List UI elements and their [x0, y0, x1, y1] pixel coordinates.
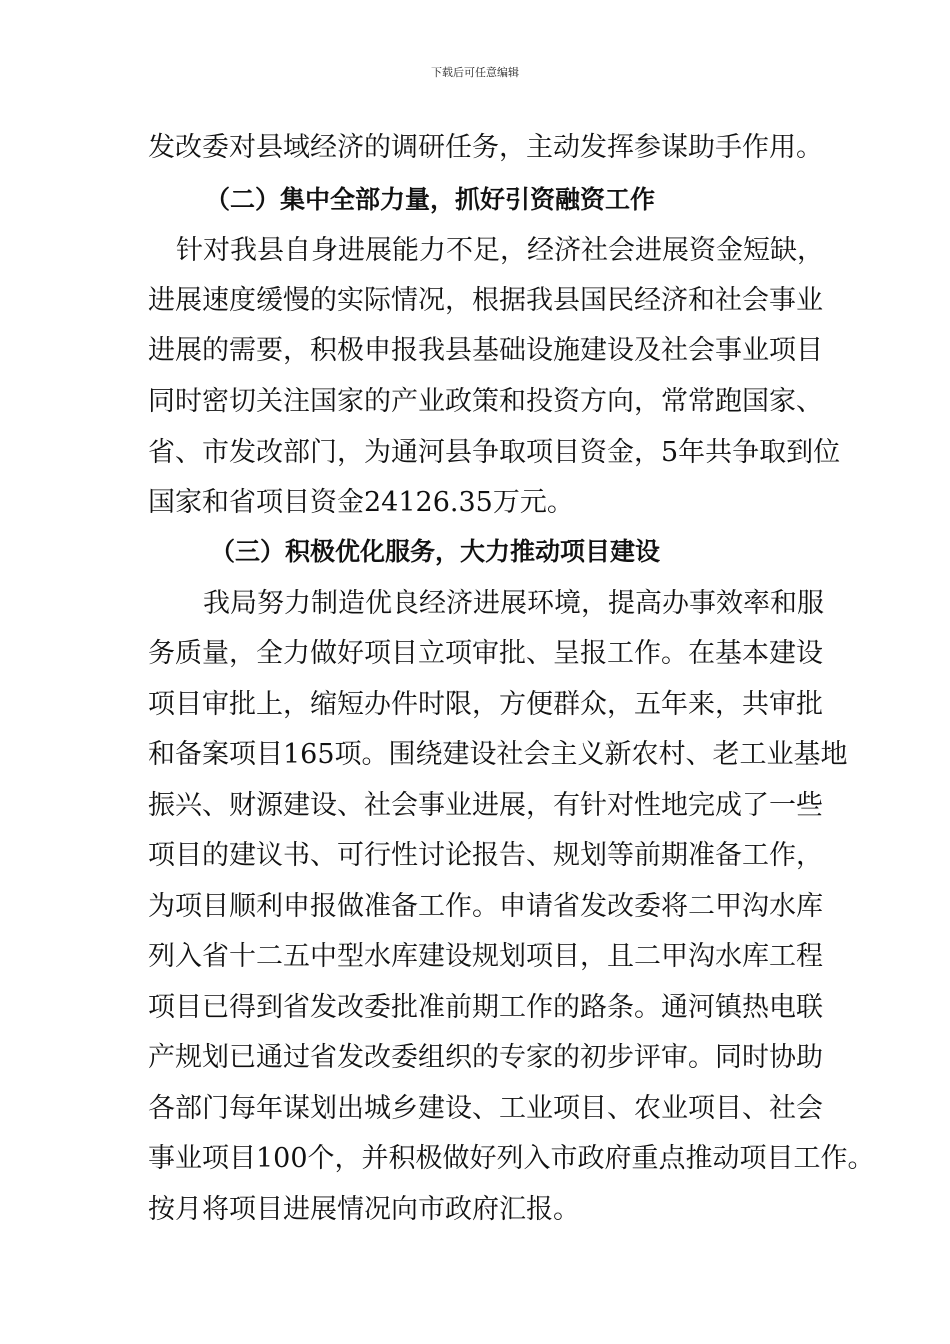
body-line: 事业项目100个，并积极做好列入市政府重点推动项目工作。: [148, 1143, 875, 1174]
body-line: 同时密切关注国家的产业政策和投资方向，常常跑国家、: [148, 386, 823, 417]
body-line: 省、市发改部门，为通河县争取项目资金，5年共争取到位: [148, 437, 841, 468]
body-line: 进展速度缓慢的实际情况，根据我县国民经济和社会事业: [148, 285, 823, 316]
body-line: 列入省十二五中型水库建设规划项目，且二甲沟水库工程: [148, 941, 823, 972]
body-line: 项目的建议书、可行性讨论报告、规划等前期准备工作，: [148, 840, 823, 871]
section-heading-2: （二）集中全部力量，抓好引资融资工作: [205, 185, 656, 214]
body-line: 发改委对县域经济的调研任务，主动发挥参谋助手作用。: [148, 132, 823, 163]
body-line: 进展的需要，积极申报我县基础设施建设及社会事业项目: [148, 335, 823, 366]
body-line: 项目已得到省发改委批准前期工作的路条。通河镇热电联: [148, 992, 823, 1023]
body-line: 振兴、财源建设、社会事业进展，有针对性地完成了一些: [148, 790, 823, 821]
body-line: 务质量，全力做好项目立项审批、呈报工作。在基本建设: [148, 638, 823, 669]
header-note: 下载后可任意编辑: [431, 66, 519, 79]
body-line: 项目审批上，缩短办件时限，方便群众，五年来，共审批: [148, 689, 823, 720]
paragraph-first-line: 针对我县自身进展能力不足，经济社会进展资金短缺，: [176, 235, 824, 266]
body-line: 各部门每年谋划出城乡建设、工业项目、农业项目、社会: [148, 1093, 823, 1124]
body-line: 为项目顺利申报做准备工作。申请省发改委将二甲沟水库: [148, 891, 823, 922]
body-line: 按月将项目进展情况向市政府汇报。: [148, 1194, 580, 1225]
paragraph-first-line: 我局努力制造优良经济进展环境，提高办事效率和服: [203, 588, 824, 619]
body-line: 和备案项目165项。围绕建设社会主义新农村、老工业基地: [148, 739, 848, 770]
section-heading-3: （三）积极优化服务，大力推动项目建设: [210, 537, 661, 566]
body-line: 产规划已通过省发改委组织的专家的初步评审。同时协助: [148, 1042, 823, 1073]
body-line: 国家和省项目资金24126.35万元。: [148, 487, 574, 518]
